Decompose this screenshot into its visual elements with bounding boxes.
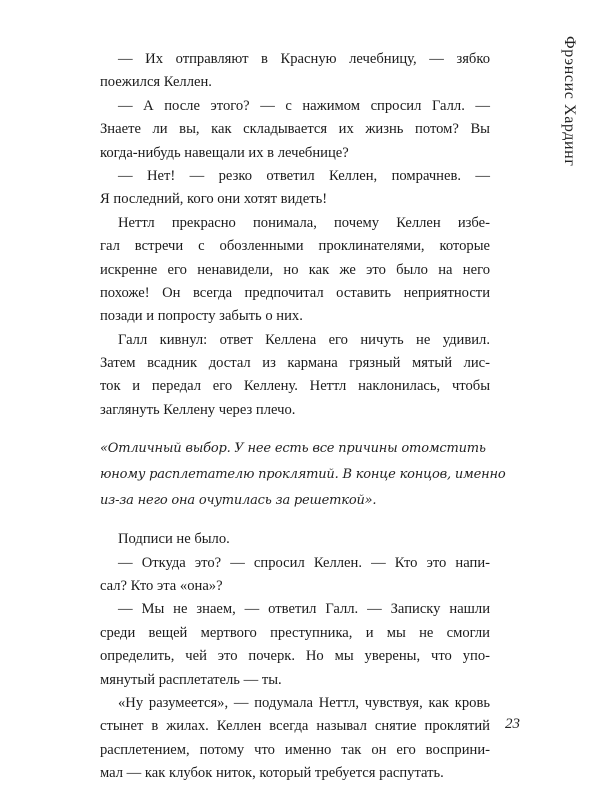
text-line: Галл кивнул: ответ Келлена его ничуть не удивил.	[118, 331, 490, 348]
text-line: стынет в жилах. Келлен всегда называл снятие проклятий	[100, 718, 490, 735]
body-text-before-note	[100, 48, 490, 422]
text-line: позади и попросту забыть о них.	[100, 308, 303, 325]
text-line: мал — как клубок ниток, который требуется распутать.	[100, 765, 444, 782]
text-line: Неттл прекрасно понимала, почему Келлен избе-	[118, 214, 490, 231]
running-header-author: Фрэнсис Хардинг	[561, 36, 578, 167]
text-line: определить, чей это почерк. Но мы уверены, что упо-	[100, 648, 490, 665]
handwritten-note-line: из-за него она очутилась за решеткой».	[100, 493, 377, 509]
text-block	[100, 48, 506, 786]
text-line: Затем всадник достал из кармана грязный мятый лис-	[100, 355, 490, 372]
text-line: — Мы не знаем, — ответил Галл. — Записку нашли	[118, 601, 490, 618]
handwritten-note	[100, 436, 506, 514]
text-line: поежился Келлен.	[100, 74, 212, 91]
text-line: — Их отправляют в Красную лечебницу, — зябко	[118, 51, 490, 67]
text-line: заглянуть Келлену через плечо.	[100, 401, 296, 418]
text-line: Подписи не было.	[118, 531, 230, 548]
text-line: расплетением, потому что именно так он его восприни-	[100, 741, 490, 758]
text-line: похоже! Он всегда предпочитал оставить неприятности	[100, 284, 490, 301]
text-line: — Откуда это? — спросил Келлен. — Кто это напи-	[118, 554, 490, 571]
text-line: — Нет! — резко ответил Келлен, помрачнев. —	[118, 167, 490, 184]
text-line: сал? Кто эта «она»?	[100, 578, 223, 595]
text-line: когда-нибудь навещали их в лечебнице?	[100, 144, 349, 161]
text-line: Знаете ли вы, как складывается их жизнь потом? Вы	[100, 121, 490, 138]
text-line: искренне его ненавидели, но как же это было на него	[100, 261, 490, 278]
text-line: — А после этого? — с нажимом спросил Галл. —	[118, 97, 490, 114]
text-line: среди вещей мертвого преступника, и мы не смогли	[100, 624, 490, 641]
handwritten-note-line: юному расплетателю проклятий. В конце концов, именно	[100, 467, 506, 483]
body-text-after-note	[100, 528, 490, 785]
text-line: мянутый расплетатель — ты.	[100, 671, 282, 688]
handwritten-note-line: «Отличный выбор. У нее есть все причины отомстить	[100, 441, 486, 457]
text-line: Я последний, кого они хотят видеть!	[100, 191, 328, 208]
text-line: гал встречи с обозленными проклинателями, которые	[100, 238, 490, 255]
text-line: «Ну разумеется», — подумала Неттл, чувствуя, как кровь	[118, 694, 490, 711]
text-line: ток и передал его Келлену. Неттл наклонилась, чтобы	[100, 378, 490, 395]
page-number: 23	[505, 716, 520, 732]
